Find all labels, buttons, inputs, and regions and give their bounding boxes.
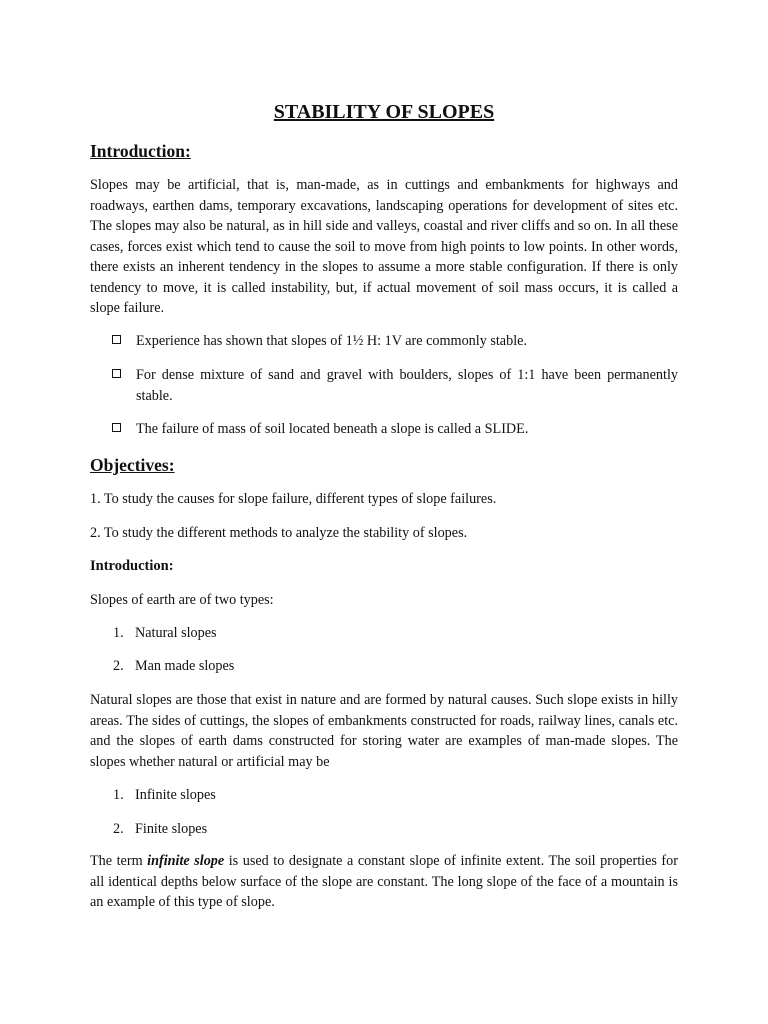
objective-item: 2. To study the different methods to analyze the stability of slopes. <box>90 525 468 541</box>
objectives-heading: Objectives: <box>90 455 175 475</box>
emphasized-term: infinite slope <box>147 853 225 869</box>
item-text: Finite slopes <box>135 821 208 837</box>
item-number: 2. <box>113 658 124 674</box>
paragraph-text: is used to designate a constant slope of infinite extent. The soil properties for all identical depths below surface of the slope are constant. The long slope of the face of a mountain is an example of this type of slope. <box>90 853 678 910</box>
natural-slopes-paragraph: Natural slopes are those that exist in nature and are formed by natural causes. Such slope exists in hilly areas. The sides of cuttings, the slopes of embankments constructed for roads, railway lines, canals etc. and the slopes of earth dams constructed for storing water are examples of man-made slopes. The slopes whether natural or artificial may be <box>90 692 678 770</box>
bullet-text: The failure of mass of soil located beneath a slope is called a SLIDE. <box>136 421 529 437</box>
introduction2-heading: Introduction: <box>90 558 174 574</box>
bullet-text: For dense mixture of sand and gravel with boulders, slopes of 1:1 have been permanently stable. <box>136 367 678 404</box>
introduction-paragraph: Slopes may be artificial, that is, man-made, as in cuttings and embankments for highways and roadways, earthen dams, temporary excavations, landscaping operations for development of sites etc. The slopes may also be natural, as in hill side and valleys, coastal and river cliffs and so on. In all these cases, forces exist which tend to cause the soil to move from high points to low points. In other words, there exists an inherent tendency in the slopes to assume a more stable configuration. If there is only tendency to move, it is called instability, but, if actual movement of soil mass occurs, it is called a slope failure. <box>90 177 678 316</box>
bullet-text: Experience has shown that slopes of 1½ H: 1V are commonly stable. <box>136 333 527 349</box>
numbered-item <box>113 820 207 838</box>
slope-types-lead: Slopes of earth are of two types: <box>90 592 274 608</box>
paragraph-text: The term <box>90 853 148 869</box>
item-number: 2. <box>113 821 124 837</box>
infinite-slope-paragraph <box>90 851 678 913</box>
objective-item: 1. To study the causes for slope failure, different types of slope failures. <box>90 491 497 507</box>
item-text: Natural slopes <box>135 625 217 641</box>
checkbox-bullet-icon <box>112 369 121 378</box>
item-text: Infinite slopes <box>135 787 216 803</box>
page-title-text: STABILITY OF SLOPES <box>273 101 495 123</box>
item-text: Man made slopes <box>135 658 235 674</box>
numbered-item <box>113 657 234 675</box>
introduction-heading: Introduction: <box>90 141 191 161</box>
item-number: 1. <box>113 625 124 641</box>
checkbox-bullet-icon <box>112 335 121 344</box>
item-number: 1. <box>113 787 124 803</box>
numbered-item <box>113 786 216 804</box>
checkbox-bullet-icon <box>112 423 121 432</box>
numbered-item <box>113 624 217 642</box>
page-title <box>90 100 678 124</box>
